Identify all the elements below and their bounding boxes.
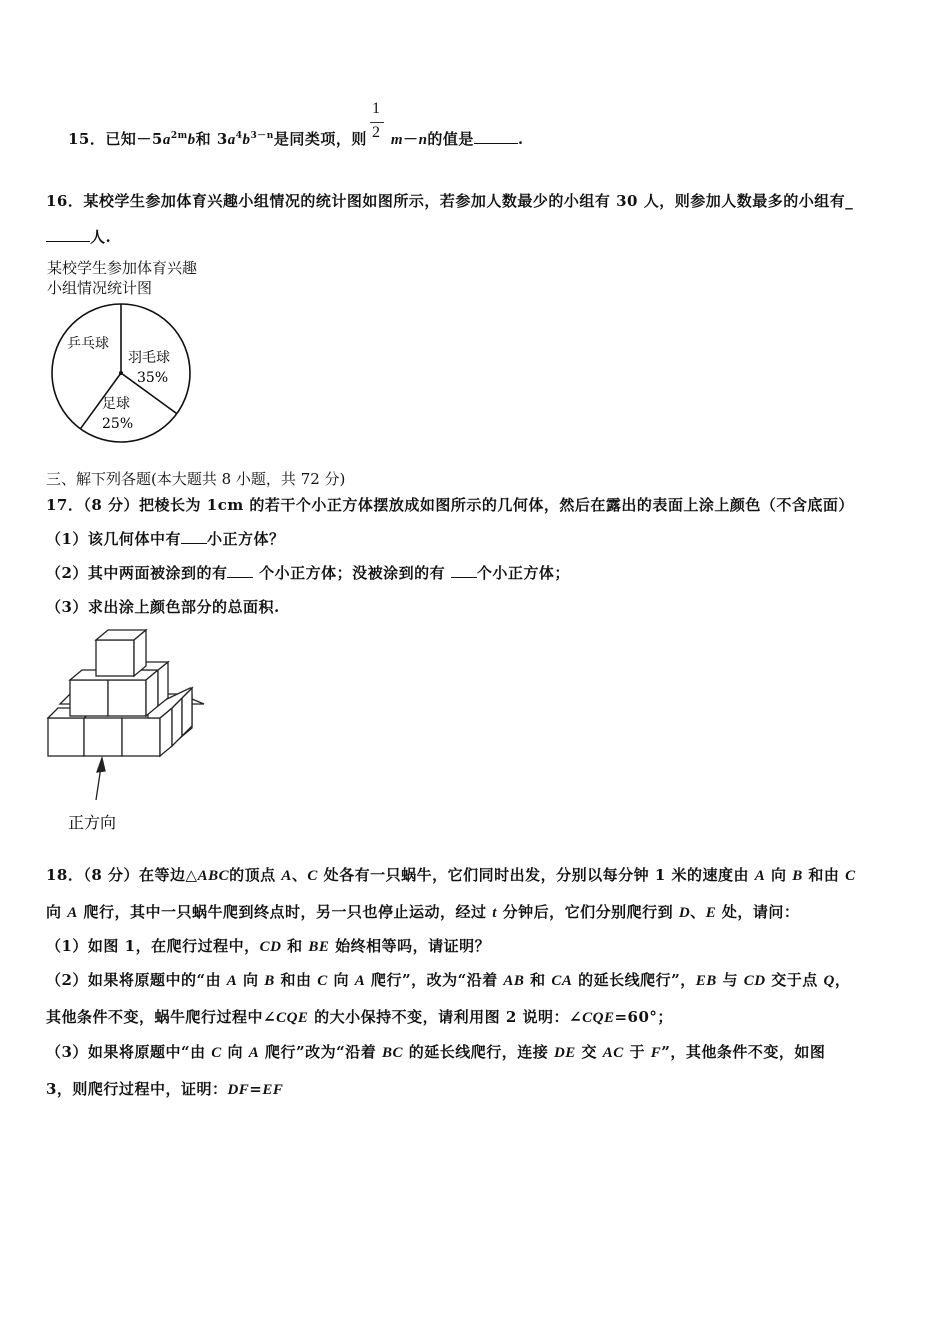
- q18-var: A: [754, 868, 766, 884]
- q18-var: DF: [227, 1082, 250, 1098]
- q16-answer-blank[interactable]: [46, 227, 90, 242]
- q15-var-b: b: [187, 132, 196, 148]
- q15-and: 和 3: [195, 130, 228, 148]
- q15-var-a2: a: [227, 132, 236, 148]
- q18-text: 爬行”，改为“沿着: [365, 971, 504, 989]
- q18-text: 18．（8 分）在等边△: [46, 866, 198, 884]
- fraction-bar: [370, 122, 384, 123]
- question-18-part3: [46, 1041, 825, 1062]
- q18-text: 和: [281, 937, 309, 955]
- q18-text: 3，则爬行过程中，证明：: [46, 1080, 228, 1098]
- question-16-line2: [46, 226, 111, 247]
- q18-var: BC: [381, 1045, 403, 1061]
- question-18-part1: [46, 935, 490, 956]
- q18-text: 爬行，其中一只蜗牛爬到终点时，另一只也停止运动，经过: [77, 903, 493, 921]
- q18-var: BE: [308, 939, 330, 955]
- q18-var: EB: [695, 973, 717, 989]
- q17-p2-blank2[interactable]: [451, 563, 477, 578]
- q18-text: 和: [524, 971, 552, 989]
- pie-label-football: 足球: [102, 396, 130, 412]
- q15-exp-3-n: 3－n: [250, 131, 274, 141]
- question-16-line1: 16．某校学生参加体育兴趣小组情况的统计图如图所示，若参加人数最少的小组有 30 人，则参加人数最多的小组有_: [46, 192, 854, 210]
- q18-text: 、: [291, 866, 308, 884]
- q16-suffix: 人.: [90, 228, 112, 246]
- q18-var: D: [678, 905, 691, 921]
- q18-text: 于: [623, 1043, 651, 1061]
- question-15: [68, 128, 524, 149]
- q18-var: CQE: [582, 1010, 615, 1026]
- q18-text: 向: [765, 866, 793, 884]
- q18-text: 和由: [274, 971, 318, 989]
- pie-title-line2: 小组情况统计图: [47, 279, 153, 297]
- q17-p1-text: （1）该几何体中有: [46, 530, 181, 548]
- q18-text: 向: [237, 971, 265, 989]
- q18-var: A: [226, 973, 238, 989]
- q18-var: A: [281, 868, 292, 884]
- q18-text: 分钟后，它们分别爬行到: [496, 903, 679, 921]
- q18-var: A: [354, 973, 366, 989]
- q18-var: CQE: [276, 1010, 309, 1026]
- q15-minus: －: [403, 130, 419, 148]
- q18-var: A: [248, 1045, 260, 1061]
- q18-text: 的延长线爬行”，: [572, 971, 696, 989]
- q18-var: Q: [823, 973, 835, 989]
- q18-text: =60°；: [614, 1008, 673, 1026]
- question-18-line7: [46, 1078, 283, 1099]
- q15-mid: 是同类项，则: [273, 130, 367, 148]
- q18-text: 向: [46, 903, 68, 921]
- q17-p2-blank1[interactable]: [227, 563, 253, 578]
- q15-end: .: [517, 130, 524, 148]
- q17-p2-mid: 个小正方体；没被涂到的有: [253, 564, 451, 582]
- fraction-numerator: 1: [372, 100, 380, 117]
- pie-label-badminton: 羽毛球: [128, 350, 170, 366]
- q18-var: AB: [503, 973, 525, 989]
- q18-var: CD: [743, 973, 766, 989]
- cube-middle: [108, 680, 146, 716]
- q18-text: 交于点: [765, 971, 824, 989]
- q18-text: 向: [221, 1043, 249, 1061]
- q17-p1-blank[interactable]: [181, 529, 207, 544]
- q18-text: ”，其他条件不变，如图: [661, 1043, 826, 1061]
- cube-top-front: [96, 640, 134, 676]
- q18-var: B: [792, 868, 803, 884]
- q18-var: C: [845, 868, 856, 884]
- pie-pct-football: 25%: [102, 416, 134, 432]
- question-17-part2: [46, 562, 570, 583]
- q17-p2-suffix: 个小正方体；: [476, 564, 570, 582]
- q18-text: 交: [575, 1043, 603, 1061]
- q15-answer-blank[interactable]: [474, 129, 518, 144]
- q18-text: 的顶点: [229, 866, 282, 884]
- q18-var: CD: [259, 939, 282, 955]
- q18-text: （3）如果将原题中“由: [46, 1043, 212, 1061]
- q15-var-m: m: [390, 132, 404, 148]
- q15-number: 15．: [68, 130, 106, 148]
- q18-var: A: [67, 905, 78, 921]
- question-17-part3: （3）求出涂上颜色部分的总面积.: [46, 598, 280, 616]
- pie-center: [119, 371, 123, 375]
- q15-exp-4: 4: [235, 131, 243, 141]
- q18-var: CA: [551, 973, 573, 989]
- q15-prefix: 已知－5: [105, 130, 163, 148]
- q18-var: AC: [602, 1045, 624, 1061]
- q18-text: （1）如图 1，在爬行过程中，: [46, 937, 260, 955]
- q15-suffix: 的值是: [427, 130, 474, 148]
- q15-var-n: n: [418, 132, 428, 148]
- q18-text: 和由: [802, 866, 846, 884]
- q18-var: C: [317, 973, 328, 989]
- q18-var: EF: [262, 1082, 284, 1098]
- q18-var: F: [650, 1045, 662, 1061]
- cube-middle: [70, 680, 108, 716]
- q18-var: ABC: [197, 868, 230, 884]
- q18-text: 与: [716, 971, 744, 989]
- pie-label-pingpong: 乒乓球: [67, 336, 109, 352]
- question-17-stem: 17．（8 分）把棱长为 1cm 的若干个小正方体摆放成如图所示的几何体，然后在露出的表面上涂上颜色（不含底面）: [46, 496, 854, 514]
- q18-var: E: [705, 905, 717, 921]
- fraction-denominator: 2: [372, 124, 380, 141]
- cube-front: [84, 718, 122, 756]
- q15-exp-2m: 2m: [170, 131, 188, 141]
- q15-var-b2: b: [242, 132, 251, 148]
- q18-text: （2）如果将原题中的“由: [46, 971, 227, 989]
- front-direction-label: 正方向: [68, 813, 117, 832]
- q15-var-a: a: [162, 132, 171, 148]
- q18-text: 处各有一只蜗牛，它们同时出发，分别以每分钟 1 米的速度由: [317, 866, 755, 884]
- q18-var: C: [307, 868, 318, 884]
- q18-var: C: [211, 1045, 222, 1061]
- cube-stack-figure: [40, 624, 210, 839]
- q17-p1-suffix: 小正方体？: [206, 530, 285, 548]
- q18-text: ，: [834, 971, 851, 989]
- q18-text: 的大小保持不变，请利用图 2 说明：∠: [308, 1008, 583, 1026]
- arrow-head: [97, 758, 105, 772]
- q18-var: DE: [553, 1045, 576, 1061]
- section-3-title: 三、解下列各题(本大题共 8 小题，共 72 分): [46, 470, 346, 488]
- q18-text: 爬行”改为“沿着: [259, 1043, 382, 1061]
- pie-pct-badminton: 35%: [137, 370, 169, 386]
- question-18-line5: [46, 1006, 673, 1027]
- pie-title-line1: 某校学生参加体育兴趣: [47, 259, 198, 277]
- q18-text: 向: [327, 971, 355, 989]
- q18-text: 处，请问：: [716, 903, 800, 921]
- question-18-part2: [46, 969, 850, 990]
- q18-var: B: [264, 973, 275, 989]
- q18-var: t: [492, 905, 497, 921]
- q18-text: 其他条件不变，蜗牛爬行过程中∠: [46, 1008, 277, 1026]
- question-18-line1: [46, 864, 856, 885]
- q18-text: =: [249, 1080, 263, 1098]
- q18-text: 的延长线爬行，连接: [403, 1043, 554, 1061]
- q17-p2-text: （2）其中两面被涂到的有: [46, 564, 228, 582]
- cube-front: [122, 718, 160, 756]
- cube-front: [48, 718, 84, 756]
- pie-chart-title: [47, 258, 197, 298]
- q18-text: 始终相等吗，请证明？: [329, 937, 491, 955]
- question-18-line2: [46, 901, 799, 922]
- question-17-part1: [46, 528, 284, 549]
- pie-chart: [44, 300, 204, 450]
- q18-text: 、: [690, 903, 706, 921]
